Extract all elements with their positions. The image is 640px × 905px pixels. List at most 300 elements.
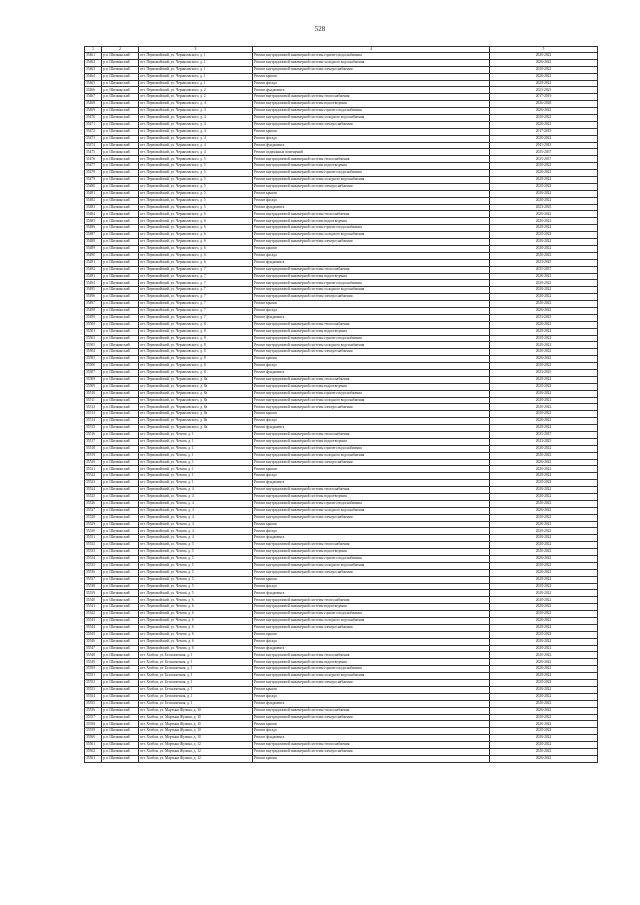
work-type-cell: Ремонт внутридомовой инженерной системы теплоснабжения — [253, 211, 490, 218]
municipality-cell: р.п. Шилкинский — [102, 459, 139, 466]
municipality-cell: р.п. Шилкинский — [102, 301, 139, 308]
period-cell: 2035-2037 — [490, 431, 598, 438]
municipality-cell: р.п. Шилкинский — [102, 549, 139, 556]
table-row — [85, 576, 598, 583]
row-number: 35529 — [85, 521, 102, 528]
municipality-cell: р.п. Шилкинский — [102, 425, 139, 432]
work-type-cell: Ремонт фундамента — [253, 535, 490, 542]
work-type-cell: Ремонт фасада — [253, 728, 490, 735]
period-cell: 2020-2022 — [490, 232, 598, 239]
municipality-cell: р.п. Шилкинский — [102, 197, 139, 204]
address-cell: пгт. Первомайский, ул. Черняховского, д. 7 — [139, 294, 253, 301]
address-cell: пгт. Первомайский, ул. Чехова, д. 5 — [139, 576, 253, 583]
row-number: 35465 — [85, 80, 102, 87]
work-type-cell: Ремонт внутридомовой инженерной системы горячего водоснабжения — [253, 335, 490, 342]
row-number: 35479 — [85, 177, 102, 184]
address-cell: пгт. Первомайский, ул. Черняховского, д. 8 — [139, 363, 253, 370]
table-row — [85, 121, 598, 128]
table-row — [85, 115, 598, 122]
period-cell: 2020-2022 — [490, 569, 598, 576]
work-type-cell: Ремонт фасада — [253, 583, 490, 590]
work-type-cell: Ремонт внутридомовой инженерной системы теплоснабжения — [253, 156, 490, 163]
row-number: 35531 — [85, 535, 102, 542]
work-type-cell: Ремонт внутридомовой инженерной системы водоотведения — [253, 549, 490, 556]
table-row — [85, 149, 598, 156]
work-type-cell: Ремонт внутридомовой инженерной системы электроснабжения — [253, 349, 490, 356]
row-number: 35533 — [85, 549, 102, 556]
table-row — [85, 53, 598, 60]
period-cell: 2020-2022 — [490, 363, 598, 370]
address-cell: пгт. Холбон, ул. Бесшапочная, д. 1 — [139, 673, 253, 680]
municipality-cell: р.п. Шилкинский — [102, 521, 139, 528]
period-cell: 2020-2022 — [490, 197, 598, 204]
municipality-cell: р.п. Шилкинский — [102, 680, 139, 687]
municipality-cell: р.п. Шилкинский — [102, 294, 139, 301]
period-cell: 2020-2022 — [490, 445, 598, 452]
work-type-cell: Ремонт внутридомовой инженерной системы теплоснабжения — [253, 376, 490, 383]
row-number: 35499 — [85, 314, 102, 321]
period-cell: 2020-2022 — [490, 383, 598, 390]
work-type-cell: Ремонт фундамента — [253, 204, 490, 211]
municipality-cell: р.п. Шилкинский — [102, 142, 139, 149]
table-row — [85, 342, 598, 349]
row-number: 35472 — [85, 128, 102, 135]
table-row — [85, 728, 598, 735]
period-cell: 2020-2022 — [490, 121, 598, 128]
work-type-cell: Ремонт фундамента — [253, 87, 490, 94]
period-cell: 2020-2022 — [490, 521, 598, 528]
column-header: 1 — [85, 47, 102, 53]
address-cell: пгт. Первомайский, ул. Чехова, д. 4 — [139, 535, 253, 542]
work-type-cell: Ремонт внутридомовой инженерной системы холодного водоснабжения — [253, 618, 490, 625]
municipality-cell: р.п. Шилкинский — [102, 314, 139, 321]
address-cell: пгт. Первомайский, ул. Чехова, д. 6 — [139, 604, 253, 611]
period-cell: 2026-2028 — [490, 101, 598, 108]
table-row — [85, 473, 598, 480]
work-type-cell: Ремонт внутридомовой инженерной системы водоотведения — [253, 218, 490, 225]
period-cell: 2020-2022 — [490, 480, 598, 487]
work-type-cell: Ремонт внутридомовой инженерной системы электроснабжения — [253, 121, 490, 128]
table-row — [85, 666, 598, 673]
row-number: 35468 — [85, 101, 102, 108]
work-type-cell: Ремонт внутридомовой инженерной системы электроснабжения — [253, 680, 490, 687]
table-row — [85, 562, 598, 569]
table-row — [85, 301, 598, 308]
work-type-cell: Ремонт внутридомовой инженерной системы теплоснабжения — [253, 597, 490, 604]
row-number: 35492 — [85, 266, 102, 273]
period-cell: 2020-2022 — [490, 686, 598, 693]
address-cell: пгт. Первомайский, ул. Черняховского, д. 7 — [139, 287, 253, 294]
table-row — [85, 287, 598, 294]
work-type-cell: Ремонт внутридомовой инженерной системы водоотведения — [253, 273, 490, 280]
table-row — [85, 66, 598, 73]
row-number: 35481 — [85, 190, 102, 197]
row-number: 35491 — [85, 259, 102, 266]
address-cell: пгт. Первомайский, ул. Черняховского, д. 8а — [139, 404, 253, 411]
municipality-cell: р.п. Шилкинский — [102, 307, 139, 314]
municipality-cell: р.п. Шилкинский — [102, 356, 139, 363]
table-row — [85, 631, 598, 638]
address-cell: пгт. Первомайский, ул. Черняховского, д. 4 — [139, 121, 253, 128]
address-cell: пгт. Первомайский, ул. Чехова, д. 1 — [139, 431, 253, 438]
row-number: 35493 — [85, 273, 102, 280]
table-row — [85, 142, 598, 149]
work-type-cell: Ремонт внутридомовой инженерной системы горячего водоснабжения — [253, 390, 490, 397]
address-cell: пгт. Первомайский, ул. Чехова, д. 1 — [139, 459, 253, 466]
period-cell: 2020-2022 — [490, 239, 598, 246]
period-cell: 2023-2025 — [490, 369, 598, 376]
address-cell: пгт. Первомайский, ул. Черняховского, д. 4 — [139, 101, 253, 108]
row-number: 35537 — [85, 576, 102, 583]
period-cell: 2020-2022 — [490, 115, 598, 122]
address-cell: пгт. Первомайский, ул. Черняховского, д. 8 — [139, 356, 253, 363]
period-cell: 2020-2022 — [490, 507, 598, 514]
address-cell: пгт. Холбон, ул. Мартына Жулина, д. 10 — [139, 735, 253, 742]
table-row — [85, 611, 598, 618]
address-cell: пгт. Первомайский, ул. Чехова, д. 6 — [139, 618, 253, 625]
period-cell: 2020-2022 — [490, 321, 598, 328]
work-type-cell: Ремонт внутридомовой инженерной системы электроснабжения — [253, 239, 490, 246]
address-cell: пгт. Первомайский, ул. Чехова, д. 5 — [139, 569, 253, 576]
municipality-cell: р.п. Шилкинский — [102, 94, 139, 101]
address-cell: пгт. Первомайский, ул. Черняховского, д. 8 — [139, 321, 253, 328]
address-cell: пгт. Первомайский, ул. Черняховского, д. 1 — [139, 59, 253, 66]
municipality-cell: р.п. Шилкинский — [102, 218, 139, 225]
period-cell: 2020-2022 — [490, 335, 598, 342]
row-number: 35536 — [85, 569, 102, 576]
row-number: 35552 — [85, 680, 102, 687]
address-cell: пгт. Холбон, ул. Бесшапочная, д. 1 — [139, 700, 253, 707]
table-row — [85, 542, 598, 549]
address-cell: пгт. Первомайский, ул. Черняховского, д. 7 — [139, 273, 253, 280]
row-number: 35495 — [85, 287, 102, 294]
address-cell: пгт. Первомайский, ул. Черняховского, д. 8 — [139, 342, 253, 349]
work-type-cell: Ремонт фасада — [253, 638, 490, 645]
table-row — [85, 693, 598, 700]
period-cell: 2020-2022 — [490, 542, 598, 549]
table-row — [85, 73, 598, 80]
period-cell: 2035-2037 — [490, 156, 598, 163]
address-cell: пгт. Первомайский, ул. Чехова, д. 5 — [139, 556, 253, 563]
address-cell: пгт. Первомайский, ул. Черняховского, д. 8 — [139, 335, 253, 342]
row-number: 35528 — [85, 514, 102, 521]
municipality-cell: р.п. Шилкинский — [102, 693, 139, 700]
work-type-cell: Ремонт фасада — [253, 528, 490, 535]
address-cell: пгт. Холбон, ул. Мартына Жулина, д. 10 — [139, 707, 253, 714]
address-cell: пгт. Холбон, ул. Мартына Жулина, д. 12 — [139, 755, 253, 762]
municipality-cell: р.п. Шилкинский — [102, 645, 139, 652]
municipality-cell: р.п. Шилкинский — [102, 707, 139, 714]
work-type-cell: Ремонт крыши — [253, 521, 490, 528]
table-row — [85, 549, 598, 556]
row-number: 35524 — [85, 487, 102, 494]
row-number: 35502 — [85, 335, 102, 342]
municipality-cell: р.п. Шилкинский — [102, 418, 139, 425]
period-cell: 2020-2022 — [490, 748, 598, 755]
period-cell: 2020-2022 — [490, 576, 598, 583]
municipality-cell: р.п. Шилкинский — [102, 211, 139, 218]
period-cell: 2020-2022 — [490, 514, 598, 521]
row-number: 35512 — [85, 404, 102, 411]
address-cell: пгт. Холбон, ул. Бесшапочная, д. 1 — [139, 686, 253, 693]
work-type-cell: Ремонт внутридомовой инженерной системы электроснабжения — [253, 459, 490, 466]
period-cell: 2020-2022 — [490, 245, 598, 252]
row-number: 35525 — [85, 494, 102, 501]
period-cell: 2020-2022 — [490, 473, 598, 480]
period-cell: 2020-2022 — [490, 583, 598, 590]
table-row — [85, 390, 598, 397]
period-cell: 2020-2022 — [490, 666, 598, 673]
table-row — [85, 438, 598, 445]
row-number: 35464 — [85, 73, 102, 80]
table-row — [85, 418, 598, 425]
work-type-cell: Ремонт внутридомовой инженерной системы теплоснабжения — [253, 742, 490, 749]
table-row — [85, 163, 598, 170]
table-row — [85, 280, 598, 287]
work-type-cell: Ремонт внутридомовой инженерной системы холодного водоснабжения — [253, 59, 490, 66]
table-row — [85, 583, 598, 590]
period-cell: 2020-2022 — [490, 735, 598, 742]
address-cell: пгт. Первомайский, ул. Чехова, д. 6 — [139, 624, 253, 631]
address-cell: пгт. Первомайский, ул. Черняховского, д. 6 — [139, 211, 253, 218]
municipality-cell: р.п. Шилкинский — [102, 480, 139, 487]
municipality-cell: р.п. Шилкинский — [102, 128, 139, 135]
municipality-cell: р.п. Шилкинский — [102, 121, 139, 128]
period-cell: 2020-2022 — [490, 404, 598, 411]
address-cell: пгт. Холбон, ул. Бесшапочная, д. 1 — [139, 693, 253, 700]
period-cell: 2020-2022 — [490, 135, 598, 142]
work-type-cell: Ремонт внутридомовой инженерной системы теплоснабжения — [253, 321, 490, 328]
table-row — [85, 569, 598, 576]
municipality-cell: р.п. Шилкинский — [102, 507, 139, 514]
row-number: 35505 — [85, 356, 102, 363]
table-row — [85, 714, 598, 721]
row-number: 35514 — [85, 418, 102, 425]
address-cell: пгт. Первомайский, ул. Чехова, д. 4 — [139, 528, 253, 535]
work-type-cell: Ремонт фасада — [253, 473, 490, 480]
municipality-cell: р.п. Шилкинский — [102, 618, 139, 625]
work-type-cell: Ремонт внутридомовой инженерной системы горячего водоснабжения — [253, 170, 490, 177]
work-type-cell: Ремонт внутридомовой инженерной системы теплоснабжения — [253, 94, 490, 101]
address-cell: пгт. Первомайский, ул. Чехова, д. 5 — [139, 583, 253, 590]
work-type-cell: Ремонт внутридомовой инженерной системы холодного водоснабжения — [253, 115, 490, 122]
work-type-cell: Ремонт внутридомовой инженерной системы горячего водоснабжения — [253, 556, 490, 563]
period-cell: 2020-2022 — [490, 356, 598, 363]
municipality-cell: р.п. Шилкинский — [102, 666, 139, 673]
table-row — [85, 135, 598, 142]
period-cell: 2020-2022 — [490, 645, 598, 652]
row-number: 35510 — [85, 390, 102, 397]
address-cell: пгт. Первомайский, ул. Чехова, д. 6 — [139, 631, 253, 638]
address-cell: пгт. Первомайский, ул. Черняховского, д. 6 — [139, 252, 253, 259]
table-row — [85, 494, 598, 501]
period-cell: 2020-2022 — [490, 466, 598, 473]
address-cell: пгт. Первомайский, ул. Чехова, д. 5 — [139, 549, 253, 556]
municipality-cell: р.п. Шилкинский — [102, 53, 139, 60]
work-type-cell: Ремонт фасада — [253, 363, 490, 370]
municipality-cell: р.п. Шилкинский — [102, 101, 139, 108]
address-cell: пгт. Первомайский, ул. Чехова, д. 5 — [139, 590, 253, 597]
table-row — [85, 590, 598, 597]
address-cell: пгт. Первомайский, ул. Черняховского, д. 8 — [139, 369, 253, 376]
municipality-cell: р.п. Шилкинский — [102, 287, 139, 294]
row-number: 35477 — [85, 163, 102, 170]
row-number: 35469 — [85, 108, 102, 115]
row-number: 35543 — [85, 618, 102, 625]
work-type-cell: Ремонт внутридомовой инженерной системы горячего водоснабжения — [253, 666, 490, 673]
table-row — [85, 604, 598, 611]
work-type-cell: Ремонт внутридомовой инженерной системы холодного водоснабжения — [253, 452, 490, 459]
table-row — [85, 721, 598, 728]
row-number: 35560 — [85, 735, 102, 742]
work-type-cell: Ремонт фасада — [253, 693, 490, 700]
table-row — [85, 535, 598, 542]
work-type-cell: Ремонт внутридомовой инженерной системы электроснабжения — [253, 624, 490, 631]
work-type-cell: Ремонт внутридомовой инженерной системы холодного водоснабжения — [253, 177, 490, 184]
municipality-cell: р.п. Шилкинский — [102, 232, 139, 239]
table-row — [85, 459, 598, 466]
table-row — [85, 376, 598, 383]
work-type-cell: Ремонт внутридомовой инженерной системы водоотведения — [253, 659, 490, 666]
work-type-cell: Ремонт фундамента — [253, 700, 490, 707]
work-type-cell: Ремонт фундамента — [253, 425, 490, 432]
period-cell: 2035-2037 — [490, 149, 598, 156]
address-cell: пгт. Первомайский, ул. Черняховского, д. 4 — [139, 135, 253, 142]
period-cell: 2023-2025 — [490, 314, 598, 321]
municipality-cell: р.п. Шилкинский — [102, 335, 139, 342]
municipality-cell: р.п. Шилкинский — [102, 397, 139, 404]
municipality-cell: р.п. Шилкинский — [102, 487, 139, 494]
row-number: 35553 — [85, 686, 102, 693]
row-number: 35554 — [85, 693, 102, 700]
table-row — [85, 128, 598, 135]
address-cell: пгт. Первомайский, ул. Чехова, д. 1 — [139, 466, 253, 473]
row-number: 35563 — [85, 755, 102, 762]
work-type-cell: Ремонт внутридомовой инженерной системы электроснабжения — [253, 514, 490, 521]
municipality-cell: р.п. Шилкинский — [102, 721, 139, 728]
table-row — [85, 645, 598, 652]
period-cell: 2020-2022 — [490, 714, 598, 721]
period-cell: 2020-2022 — [490, 721, 598, 728]
municipality-cell: р.п. Шилкинский — [102, 170, 139, 177]
municipality-cell: р.п. Шилкинский — [102, 569, 139, 576]
work-type-cell: Ремонт внутридомовой инженерной системы электроснабжения — [253, 66, 490, 73]
table-row — [85, 239, 598, 246]
address-cell: пгт. Холбон, ул. Бесшапочная, д. 1 — [139, 666, 253, 673]
address-cell: пгт. Холбон, ул. Мартына Жулина, д. 10 — [139, 721, 253, 728]
period-cell: 2020-2022 — [490, 535, 598, 542]
municipality-cell: р.п. Шилкинский — [102, 673, 139, 680]
row-number: 35517 — [85, 438, 102, 445]
row-number: 35485 — [85, 218, 102, 225]
municipality-cell: р.п. Шилкинский — [102, 156, 139, 163]
row-number: 35496 — [85, 294, 102, 301]
period-cell: 2017-2019 — [490, 128, 598, 135]
work-type-cell: Ремонт внутридомовой инженерной системы электроснабжения — [253, 569, 490, 576]
table-row — [85, 597, 598, 604]
address-cell: пгт. Первомайский, ул. Черняховского, д. 4 — [139, 108, 253, 115]
work-type-cell: Ремонт внутридомовой инженерной системы горячего водоснабжения — [253, 611, 490, 618]
address-cell: пгт. Первомайский, ул. Черняховского, д. 1 — [139, 53, 253, 60]
work-type-cell: Ремонт фасада — [253, 418, 490, 425]
work-type-cell: Ремонт внутридомовой инженерной системы водоотведения — [253, 494, 490, 501]
municipality-cell: р.п. Шилкинский — [102, 700, 139, 707]
municipality-cell: р.п. Шилкинский — [102, 452, 139, 459]
table-row — [85, 328, 598, 335]
address-cell: пгт. Первомайский, ул. Черняховского, д. 2 — [139, 94, 253, 101]
period-cell: 2020-2022 — [490, 556, 598, 563]
address-cell: пгт. Первомайский, ул. Черняховского, д. 7 — [139, 266, 253, 273]
period-cell: 2020-2022 — [490, 280, 598, 287]
address-cell: пгт. Первомайский, ул. Чехова, д. 6 — [139, 597, 253, 604]
work-type-cell: Ремонт внутридомовой инженерной системы горячего водоснабжения — [253, 53, 490, 60]
period-cell: 2017-2019 — [490, 94, 598, 101]
row-number: 35486 — [85, 225, 102, 232]
municipality-cell: р.п. Шилкинский — [102, 438, 139, 445]
address-cell: пгт. Первомайский, ул. Черняховского, д. 5 — [139, 177, 253, 184]
row-number: 35526 — [85, 500, 102, 507]
row-number: 35527 — [85, 507, 102, 514]
period-cell: 2020-2022 — [490, 218, 598, 225]
period-cell: 2020-2022 — [490, 273, 598, 280]
address-cell: пгт. Первомайский, ул. Черняховского, д. 8а — [139, 397, 253, 404]
table-row — [85, 177, 598, 184]
municipality-cell: р.п. Шилкинский — [102, 280, 139, 287]
work-type-cell: Ремонт фасада — [253, 197, 490, 204]
municipality-cell: р.п. Шилкинский — [102, 755, 139, 762]
work-type-cell: Ремонт внутридомовой инженерной системы электроснабжения — [253, 183, 490, 190]
column-header: 3 — [139, 47, 253, 53]
address-cell: пгт. Первомайский, ул. Черняховского, д. 7 — [139, 314, 253, 321]
municipality-cell: р.п. Шилкинский — [102, 135, 139, 142]
row-number: 35520 — [85, 459, 102, 466]
municipality-cell: р.п. Шилкинский — [102, 514, 139, 521]
address-cell: пгт. Первомайский, ул. Чехова, д. 4 — [139, 494, 253, 501]
row-number: 35539 — [85, 590, 102, 597]
work-type-cell: Ремонт внутридомовой инженерной системы теплоснабжения — [253, 487, 490, 494]
table-row — [85, 59, 598, 66]
work-type-cell: Ремонт внутридомовой инженерной системы водоотведения — [253, 604, 490, 611]
table-row — [85, 624, 598, 631]
address-cell: пгт. Первомайский, ул. Черняховского, д. 8а — [139, 383, 253, 390]
address-cell: пгт. Первомайский, ул. Черняховского, д. 8а — [139, 376, 253, 383]
table-row — [85, 556, 598, 563]
table-row — [85, 273, 598, 280]
period-cell: 2020-2022 — [490, 728, 598, 735]
column-header: 2 — [102, 47, 139, 53]
period-cell: 2020-2022 — [490, 597, 598, 604]
row-number: 35558 — [85, 721, 102, 728]
table-row — [85, 673, 598, 680]
municipality-cell: р.п. Шилкинский — [102, 376, 139, 383]
period-cell: 2020-2022 — [490, 376, 598, 383]
work-type-cell: Ремонт внутридомовой инженерной системы теплоснабжения — [253, 652, 490, 659]
table-row — [85, 356, 598, 363]
municipality-cell: р.п. Шилкинский — [102, 500, 139, 507]
work-type-cell: Ремонт внутридомовой инженерной системы водоотведения — [253, 383, 490, 390]
table-row — [85, 680, 598, 687]
address-cell: пгт. Холбон, ул. Бесшапочная, д. 1 — [139, 659, 253, 666]
period-cell: 2020-2022 — [490, 700, 598, 707]
table-row — [85, 659, 598, 666]
work-type-cell: Ремонт фундамента — [253, 735, 490, 742]
work-type-cell: Ремонт внутридомовой инженерной системы холодного водоснабжения — [253, 232, 490, 239]
repair-schedule-table — [84, 46, 598, 763]
row-number: 35463 — [85, 66, 102, 73]
table-row — [85, 349, 598, 356]
address-cell: пгт. Холбон, ул. Мартына Жулина, д. 12 — [139, 748, 253, 755]
table-row — [85, 514, 598, 521]
